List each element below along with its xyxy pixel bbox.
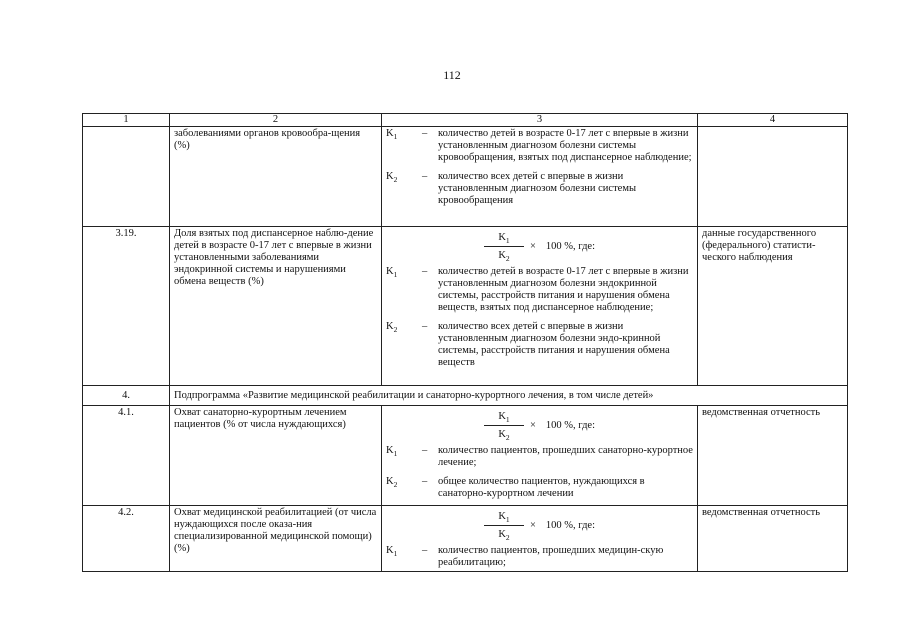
table-row [83, 406, 848, 506]
definition-text: количество всех детей с впервые в жизни установленным диагнозом болезни системы кровообращения [438, 171, 637, 206]
column-numbers-row [83, 114, 848, 127]
column-number: 4 [698, 114, 848, 127]
formula: $\frac{K_1}{K_2}$ × 100 %, где: [386, 230, 693, 264]
indicator-name: заболеваниями органов кровообра-щения (%) [170, 127, 382, 227]
column-number: 1 [83, 114, 170, 127]
indicator-formula [382, 506, 698, 572]
formula: $\frac{K_1}{K_2}$ × 100 %, где: [386, 509, 693, 543]
definition-text: количество пациентов, прошедших медицин-скую реабилитацию; [438, 545, 664, 568]
definition-k2: $K_2$ – количество всех детей с впервые в жизни установленным диагнозом болезни эндо-кринной системы, расстройств питания и нарушения обмена веществ [386, 321, 693, 369]
definition-text: общее количество пациентов, нуждающихся в санаторно-курортном лечении [438, 476, 645, 499]
subprogram-title: Подпрограмма «Развитие медицинской реабилитации и санаторно-курортного лечения, в том числе детей» [170, 386, 848, 406]
definition-k1: $K_1$ – количество пациентов, прошедших санаторно-курортное лечение; [386, 445, 693, 468]
table-row [83, 506, 848, 572]
row-number: 4.2. [83, 506, 170, 572]
row-number: 3.19. [83, 227, 170, 386]
definition-text: количество детей в возрасте 0-17 лет с впервые в жизни установленным диагнозом болезни системы кровообращения, взятых под диспансерное наблюдение; [438, 128, 692, 163]
definition-text: количество пациентов, прошедших санаторно-курортное лечение; [438, 445, 693, 468]
definition-k1: $K_1$ – количество пациентов, прошедших медицин-скую реабилитацию; [386, 545, 693, 569]
subprogram-row [83, 386, 848, 406]
row-number: 4. [83, 386, 170, 406]
data-source: данные государственного (федерального) статисти-ческого наблюдения [698, 227, 848, 386]
data-source [698, 127, 848, 227]
indicator-formula [382, 406, 698, 506]
column-number: 2 [170, 114, 382, 127]
column-number: 3 [382, 114, 698, 127]
indicator-name: Доля взятых под диспансерное наблю-дение детей в возрасте 0-17 лет с впервые в жизни установленными заболеваниями эндокринной системы и нарушениями обмена веществ (%) [170, 227, 382, 386]
indicator-formula [382, 127, 698, 227]
indicators-table [82, 113, 848, 572]
row-number: 4.1. [83, 406, 170, 506]
definition-text: количество детей в возрасте 0-17 лет с впервые в жизни установленным диагнозом болезни эндокринной системы, расстройств питания и нарушения обмена веществ, взятых под диспансерное наблюдение; [438, 266, 689, 313]
indicator-name: Охват медицинской реабилитацией (от числа нуждающихся после оказа-ния специализированной медицинской помощи) (%) [170, 506, 382, 572]
row-number [83, 127, 170, 227]
formula: $\frac{K_1}{K_2}$ × 100 %, где: [386, 409, 693, 443]
data-source: ведомственная отчетность [698, 406, 848, 506]
definition-k1: $K_1$ – количество детей в возрасте 0-17 лет с впервые в жизни установленным диагнозом болезни эндокринной системы, расстройств питания и нарушения обмена веществ, взятых под диспансерное наблюдение; [386, 266, 693, 314]
definition-k2: $K_2$ – количество всех детей с впервые в жизни установленным диагнозом болезни системы кровообращения [386, 171, 693, 207]
page-number: 112 [443, 68, 461, 82]
indicator-formula [382, 227, 698, 386]
indicator-name: Охват санаторно-курортным лечением пациентов (% от числа нуждающихся) [170, 406, 382, 506]
definition-text: количество всех детей с впервые в жизни установленным диагнозом болезни эндо-кринной системы, расстройств питания и нарушения обмена веществ [438, 321, 670, 368]
table-row [83, 127, 848, 227]
data-source: ведомственная отчетность [698, 506, 848, 572]
table-row [83, 227, 848, 386]
definition-k1: $K_1$ – количество детей в возрасте 0-17 лет с впервые в жизни установленным диагнозом болезни системы кровообращения, взятых под диспансерное наблюдение; [386, 128, 692, 163]
definition-k2: $K_2$ – общее количество пациентов, нуждающихся в санаторно-курортном лечении [386, 476, 693, 500]
